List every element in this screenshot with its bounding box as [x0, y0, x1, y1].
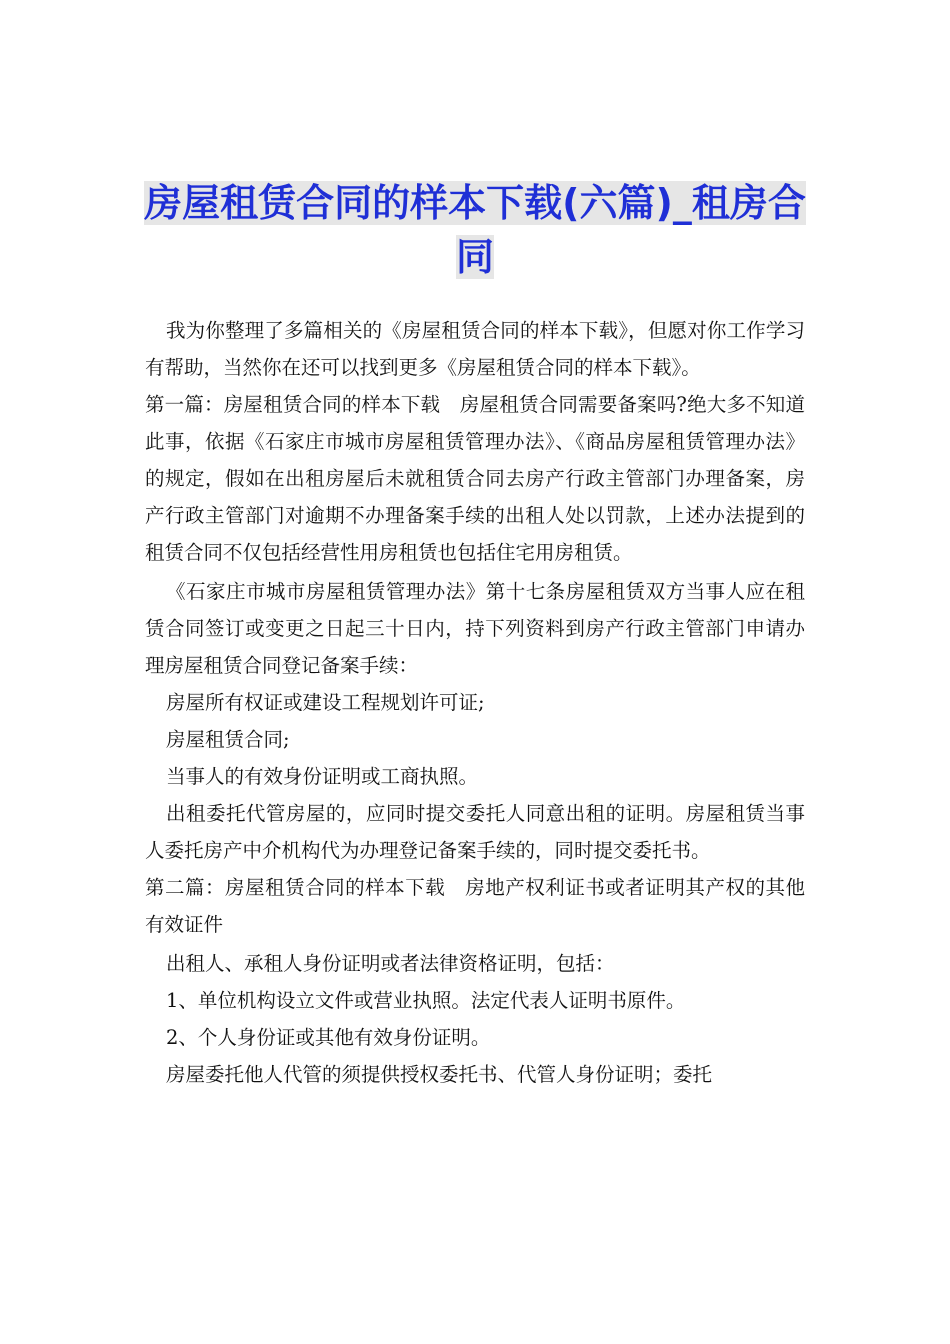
- paragraph-item-1: 1、单位机构设立文件或营业执照。法定代表人证明书原件。: [166, 989, 686, 1012]
- paragraph-entrusted: 出租委托代管房屋的，应同时提交委托人同意出租的证明。房屋租赁当事人委托房产中介机构代为办理登记备案手续的，同时提交委托书。: [145, 802, 805, 862]
- paragraph-delegation: 房屋委托他人代管的须提供授权委托书、代管人身份证明；委托: [166, 1063, 713, 1086]
- paragraph-item-certificate: 房屋所有权证或建设工程规划许可证;: [166, 691, 485, 714]
- document-body: [145, 312, 805, 1093]
- paragraph-article-17: 《石家庄市城市房屋租赁管理办法》第十七条房屋租赁双方当事人应在租赁合同签订或变更之日起三十日内，持下列资料到房产行政主管部门申请办理房屋租赁合同登记备案手续：: [145, 580, 805, 677]
- document-title: [140, 176, 810, 284]
- paragraph-section-2: 第二篇：房屋租赁合同的样本下载 房地产权利证书或者证明其产权的其他有效证件: [145, 876, 805, 936]
- title-text: 房屋租赁合同的样本下载(六篇)_租房合同: [144, 181, 806, 279]
- paragraph-item-contract: 房屋租赁合同;: [166, 728, 290, 751]
- paragraph-item-identity: 当事人的有效身份证明或工商执照。: [166, 765, 479, 788]
- paragraph-item-2: 2、个人身份证或其他有效身份证明。: [166, 1026, 491, 1049]
- paragraph-intro: 我为你整理了多篇相关的《房屋租赁合同的样本下载》，但愿对你工作学习有帮助，当然你在还可以找到更多《房屋租赁合同的样本下载》。: [145, 319, 805, 379]
- paragraph-party-proof: 出租人、承租人身份证明或者法律资格证明，包括：: [166, 952, 615, 975]
- paragraph-section-1: 第一篇：房屋租赁合同的样本下载 房屋租赁合同需要备案吗?绝大多不知道此事，依据《石家庄市城市房屋租赁管理办法》、《商品房屋租赁管理办法》的规定，假如在出租房屋后未就租赁合同去房产行政主管部门办理备案，房产行政主管部门对逾期不办理备案手续的出租人处以罚款，上述办法提到的租赁合同不仅包括经营性用房租赁也包括住宅用房租赁。: [145, 393, 805, 564]
